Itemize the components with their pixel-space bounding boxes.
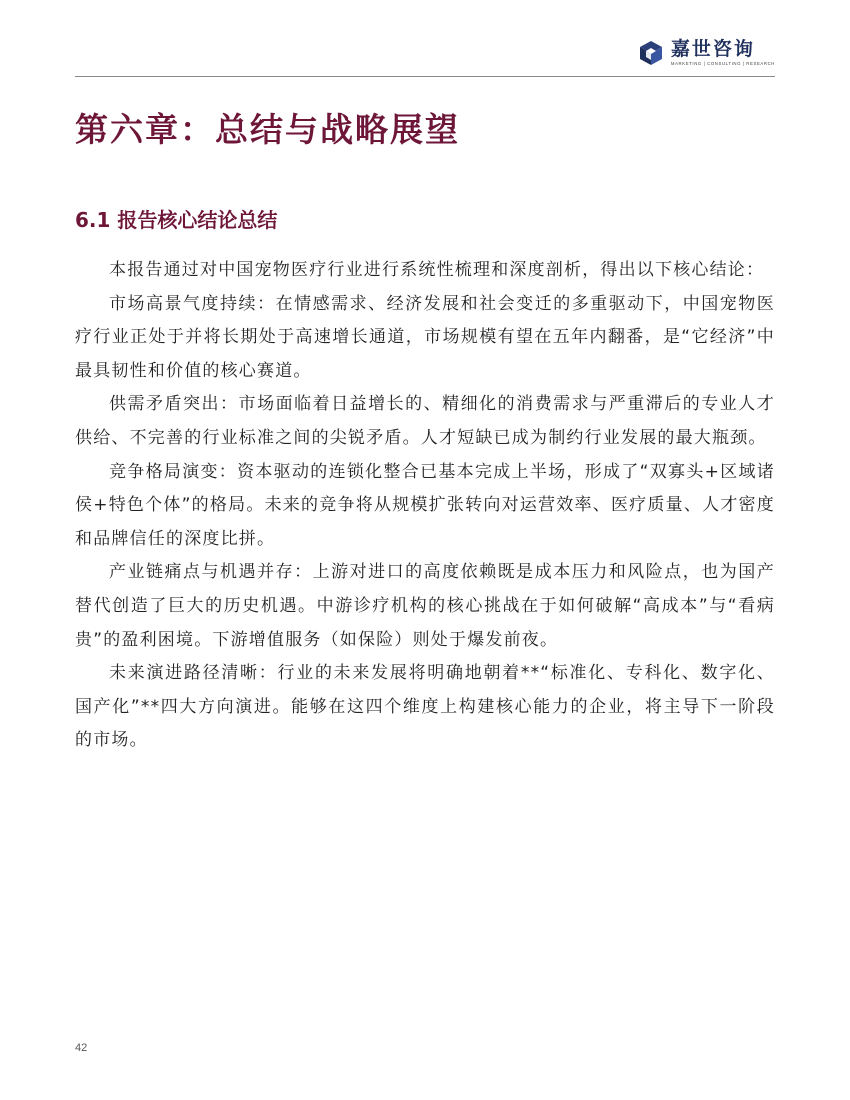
page-number: 42: [75, 1042, 88, 1054]
cube-logo-icon: [638, 40, 664, 66]
section-title: 6.1 报告核心结论总结: [75, 208, 278, 232]
logo-tagline: MARKETING | CONSULTING | RESEARCH: [670, 61, 775, 66]
paragraph-industry-chain: 产业链痛点与机遇并存：上游对进口的高度依赖既是成本压力和风险点，也为国产替代创造了巨大的历史机遇。中游诊疗机构的核心挑战在于如何破解“高成本”与“看病贵”的盈利困境。下游增值服务（如保险）则处于爆发前夜。: [75, 562, 775, 650]
paragraph-competition: 竞争格局演变：资本驱动的连锁化整合已基本完成上半场，形成了“双寡头+区域诸侯+特色个体”的格局。未来的竞争将从规模扩张转向对运营效率、医疗质量、人才密度和品牌信任的深度比拼。: [75, 461, 775, 549]
logo-name: 嘉世咨询: [670, 38, 755, 60]
body-text: [75, 254, 775, 758]
paragraph-supply-demand: 供需矛盾突出：市场面临着日益增长的、精细化的消费需求与严重滞后的专业人才供给、不完善的行业标准之间的尖锐矛盾。人才短缺已成为制约行业发展的最大瓶颈。: [75, 394, 775, 448]
chapter-title: 第六章：总结与战略展望: [75, 110, 460, 149]
paragraph-market: 市场高景气度持续：在情感需求、经济发展和社会变迁的多重驱动下，中国宠物医疗行业正处于并将长期处于高速增长通道，市场规模有望在五年内翻番，是“它经济”中最具韧性和价值的核心赛道。: [75, 293, 775, 381]
company-logo: [638, 36, 775, 70]
paragraph-future-path: 未来演进路径清晰：行业的未来发展将明确地朝着**“标准化、专科化、数字化、国产化”**四大方向演进。能够在这四个维度上构建核心能力的企业，将主导下一阶段的市场。: [75, 663, 775, 751]
page-header: [75, 36, 775, 77]
paragraph-intro: 本报告通过对中国宠物医疗行业进行系统性梳理和深度剖析，得出以下核心结论：: [109, 260, 765, 280]
